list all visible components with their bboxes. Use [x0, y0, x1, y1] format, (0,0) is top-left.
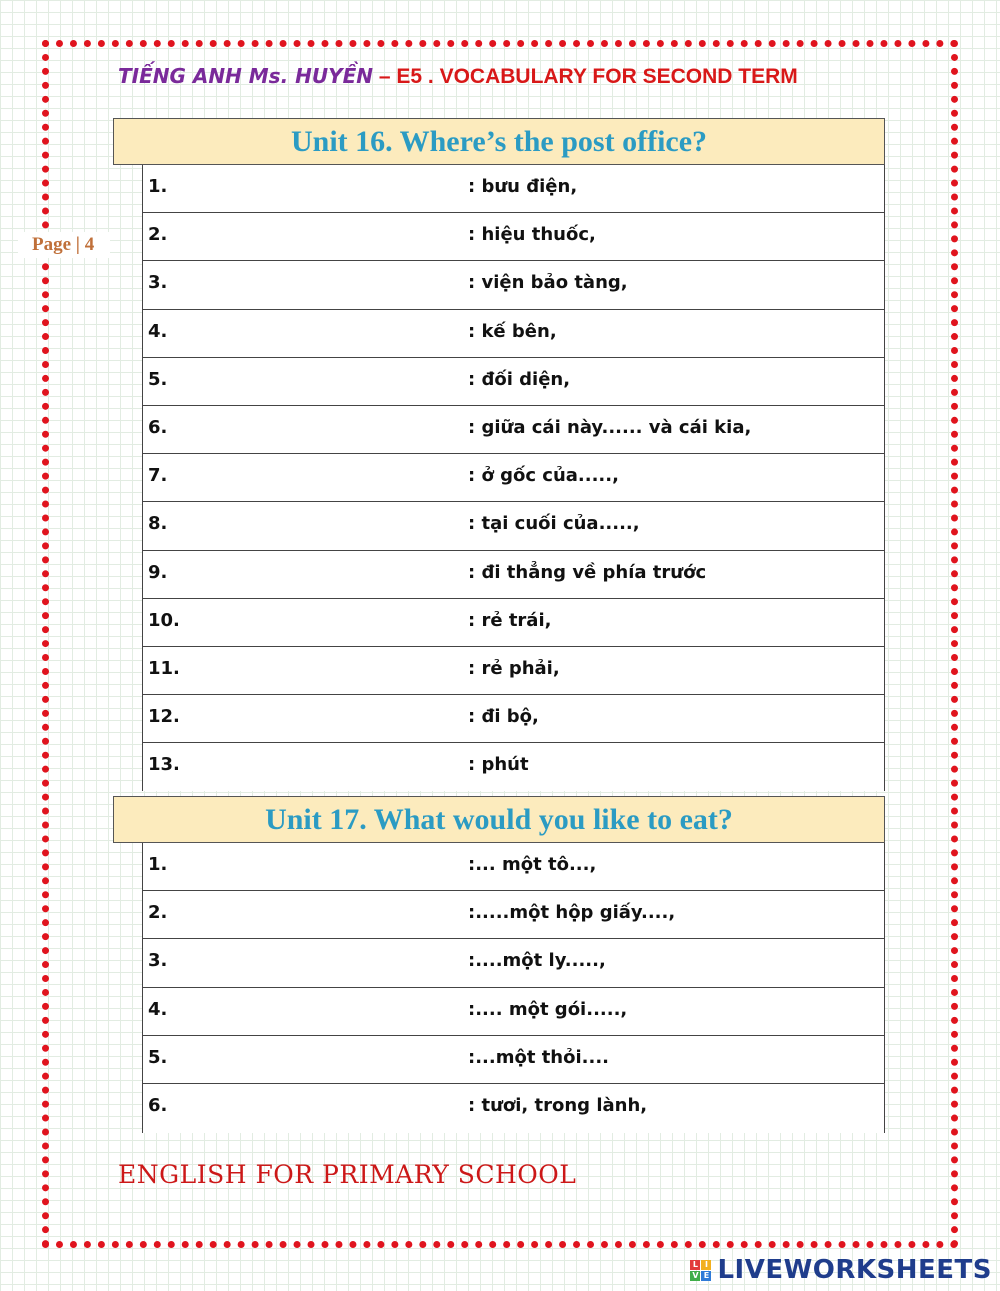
table-row: [143, 261, 884, 309]
table-row: [143, 502, 884, 550]
answer-input[interactable]: [188, 701, 457, 737]
watermark-text: LIVEWORKSHEETS: [717, 1255, 992, 1285]
row-meaning: : rẻ trái,: [468, 609, 552, 631]
table-row: [143, 743, 884, 791]
answer-input[interactable]: [188, 412, 457, 448]
row-meaning: : đi thẳng về phía trước: [468, 561, 707, 583]
liveworksheets-watermark: [690, 1255, 992, 1285]
answer-input[interactable]: [188, 316, 457, 352]
answer-input[interactable]: [188, 897, 457, 933]
row-number: 1.: [148, 854, 168, 875]
row-meaning: : đi bộ,: [468, 706, 539, 728]
table-row: [143, 647, 884, 695]
row-number: 2.: [148, 902, 168, 924]
answer-input[interactable]: [188, 267, 457, 303]
table-row: [143, 213, 884, 261]
table-row: [143, 695, 884, 743]
answer-input[interactable]: [188, 605, 457, 641]
row-meaning: : rẻ phải,: [468, 657, 560, 679]
row-meaning: : hiệu thuốc,: [468, 224, 596, 246]
answer-input[interactable]: [188, 849, 457, 885]
unit-17-title: Unit 17. What would you like to eat?: [113, 796, 885, 843]
row-number: 3.: [148, 950, 168, 972]
table-row: [143, 310, 884, 358]
row-meaning: : phút: [468, 754, 529, 776]
answer-input[interactable]: [188, 508, 457, 544]
row-number: 6.: [148, 1094, 168, 1116]
answer-input[interactable]: [188, 219, 457, 255]
table-row: [143, 165, 884, 213]
row-meaning: :.... một gói.....,: [468, 998, 628, 1020]
answer-input[interactable]: [188, 460, 457, 496]
header-subtitle: E5 . VOCABULARY FOR SECOND TERM: [396, 65, 798, 88]
answer-input[interactable]: [188, 171, 457, 207]
answer-input[interactable]: [188, 1090, 457, 1126]
answer-input[interactable]: [188, 945, 457, 981]
row-meaning: : tươi, trong lành,: [468, 1094, 648, 1116]
row-meaning: : đối diện,: [468, 368, 571, 390]
row-meaning: : bưu điện,: [468, 176, 578, 197]
row-number: 9.: [148, 561, 168, 583]
row-number: 4.: [148, 998, 168, 1020]
row-number: 10.: [148, 609, 180, 631]
answer-input[interactable]: [188, 653, 457, 689]
table-row: [143, 1036, 884, 1084]
table-row: [143, 988, 884, 1036]
table-row: [143, 551, 884, 599]
table-row: [143, 406, 884, 454]
page-number-label: Page | 4: [18, 232, 110, 258]
liveworksheets-logo-icon: L I V E: [690, 1260, 711, 1281]
row-number: 8.: [148, 513, 168, 535]
row-number: 13.: [148, 754, 180, 776]
row-meaning: : viện bảo tàng,: [468, 272, 628, 294]
unit-17-vocab-table: [142, 843, 885, 1133]
row-meaning: :....một ly.....,: [468, 950, 606, 972]
row-meaning: :...một thỏi....: [468, 1046, 610, 1068]
table-row: [143, 1084, 884, 1132]
unit-16-title: Unit 16. Where’s the post office?: [113, 118, 885, 165]
table-row: [143, 358, 884, 406]
table-row: [143, 939, 884, 987]
row-number: 11.: [148, 657, 180, 679]
row-number: 1.: [148, 176, 168, 197]
header-separator: –: [373, 65, 397, 88]
row-number: 5.: [148, 368, 168, 390]
row-meaning: : giữa cái này...... và cái kia,: [468, 416, 752, 438]
row-number: 6.: [148, 416, 168, 438]
row-meaning: : kế bên,: [468, 320, 557, 342]
row-number: 5.: [148, 1046, 168, 1068]
page-header: [118, 64, 798, 89]
footer-text: ENGLISH FOR PRIMARY SCHOOL: [118, 1160, 577, 1189]
answer-input[interactable]: [188, 364, 457, 400]
table-row: [143, 843, 884, 891]
answer-input[interactable]: [188, 1042, 457, 1078]
answer-input[interactable]: [188, 749, 457, 785]
row-number: 4.: [148, 320, 168, 342]
row-meaning: :.....một hộp giấy....,: [468, 902, 676, 924]
header-brand: TIẾNG ANH Ms. HUYỀN: [118, 64, 374, 88]
row-meaning: :... một tô...,: [468, 854, 597, 875]
row-number: 3.: [148, 272, 168, 294]
unit-16-vocab-table: [142, 165, 885, 791]
table-row: [143, 599, 884, 647]
row-number: 12.: [148, 706, 180, 728]
row-meaning: : tại cuối của.....,: [468, 513, 640, 535]
answer-input[interactable]: [188, 994, 457, 1030]
answer-input[interactable]: [188, 557, 457, 593]
row-meaning: : ở gốc của.....,: [468, 465, 619, 487]
row-number: 2.: [148, 224, 168, 246]
table-row: [143, 454, 884, 502]
row-number: 7.: [148, 465, 168, 487]
table-row: [143, 891, 884, 939]
